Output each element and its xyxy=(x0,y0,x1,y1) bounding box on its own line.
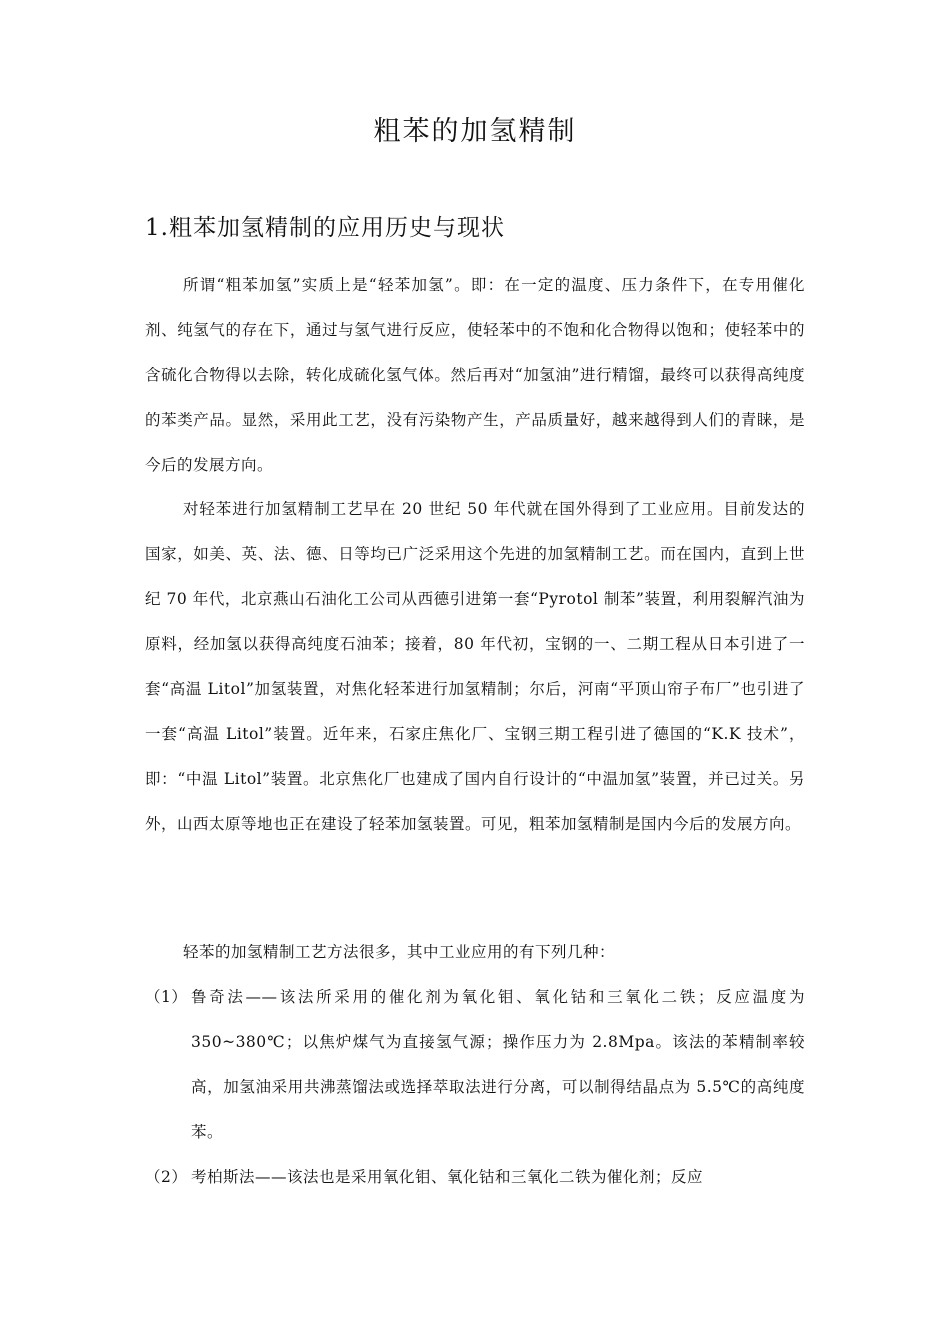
list-item xyxy=(145,1155,805,1200)
paragraph-intro: 所谓“粗苯加氢”实质上是“轻苯加氢”。即：在一定的温度、压力条件下，在专用催化剂、纯氢气的存在下，通过与氢气进行反应，使轻苯中的不饱和化合物得以饱和；使轻苯中的含硫化合物得以去除，转化成硫化氢气体。然后再对“加氢油”进行精馏，最终可以获得高纯度的苯类产品。显然，采用此工艺，没有污染物产生，产品质量好，越来越得到人们的青睐，是今后的发展方向。 xyxy=(145,276,805,474)
paragraph-methods-intro: 轻苯的加氢精制工艺方法很多，其中工业应用的有下列几种： xyxy=(183,943,616,961)
list-item-text: 考柏斯法——该法也是采用氧化钼、氧化钴和三氧化二铁为催化剂；反应 xyxy=(191,1168,704,1186)
paragraph-history: 对轻苯进行加氢精制工艺早在 20 世纪 50 年代就在国外得到了工业应用。目前发达的国家，如美、英、法、德、日等均已广泛采用这个先进的加氢精制工艺。而在国内，直到上世纪 70 年代，北京燕山石油化工公司从西德引进第一套“Pyrotol 制苯”装置，利用裂解汽油为原料，经加氢以获得高纯度石油苯；接着，80 年代初，宝钢的一、二期工程从日本引进了一套“高温 Litol”加氢装置，对焦化轻苯进行加氢精制；尔后，河南“平顶山帘子布厂”也引进了一套“高温 Litol”装置。近年来，石家庄焦化厂、宝钢三期工程引进了德国的“K.K 技术”，即：“中温 Litol”装置。北京焦化厂也建成了国内自行设计的“中温加氢”装置，并已过关。另外，山西太原等地也正在建设了轻苯加氢装置。可见，粗苯加氢精制是国内今后的发展方向。 xyxy=(145,500,805,833)
list-item-marker: （1） xyxy=(145,988,188,1006)
list-item-marker: （2） xyxy=(145,1168,188,1186)
document-title: 粗苯的加氢精制 xyxy=(373,116,577,147)
list-item-text: 鲁奇法——该法所采用的催化剂为氧化钼、氧化钴和三氧化二铁；反应温度为 350~380℃；以焦炉煤气为直接氢气源；操作压力为 2.8Mpa。该法的苯精制率较高，加氢油采用共沸蒸馏法或选择萃取法进行分离，可以制得结晶点为 5.5℃的高纯度苯。 xyxy=(191,988,805,1141)
list-item xyxy=(145,975,805,1155)
section-heading: 1.粗苯加氢精制的应用历史与现状 xyxy=(145,215,505,241)
